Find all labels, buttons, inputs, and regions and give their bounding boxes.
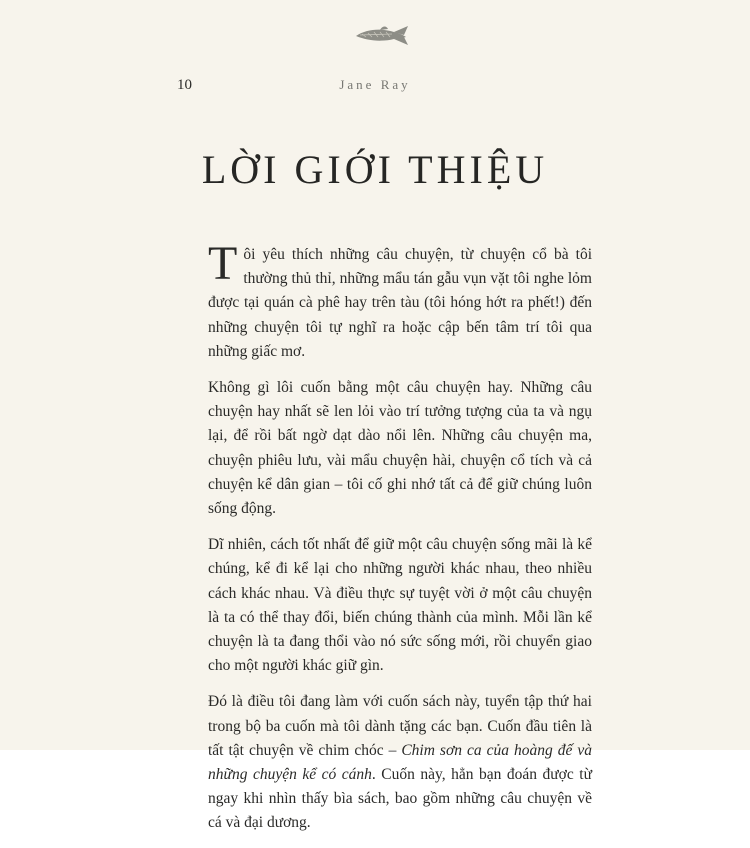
body-text: [208, 237, 592, 848]
paragraph-4-text-b: . Cuốn này, hẳn bạn đoán được từ ngay khi nhìn thấy bìa sách, bao gồm những câu chuyện về cá và đại dương.: [208, 766, 592, 832]
paragraph-2: Không gì lôi cuốn bằng một câu chuyện hay. Những câu chuyện hay nhất sẽ len lỏi vào trí tưởng tượng của ta và ngụ lại, để rồi bất ngờ dạt dào nổi lên. Những câu chuyện ma, chuyện phiêu lưu, vài mẩu chuyện hài, chuyện cổ tích và cả chuyện kể dân gian – tôi cố ghi nhớ tất cả để giữ chúng luôn sống động.: [208, 379, 592, 518]
drop-cap: T: [208, 237, 238, 290]
fish-ornament-icon: [352, 20, 410, 48]
running-head-author: Jane Ray: [339, 77, 411, 92]
page-header: [0, 77, 750, 97]
paragraph-3: Dĩ nhiên, cách tốt nhất để giữ một câu chuyện sống mãi là kể chúng, kể đi kể lại cho những người khác nhau, theo nhiều cách khác nhau. Và điều thực sự tuyệt vời ở một câu chuyện là ta có thể thay đổi, biến chúng thành của mình. Mỗi lần kể chuyện là ta đang thổi vào nó sức sống mới, rồi chuyển giao cho một người khác giữ gìn.: [208, 536, 592, 675]
page-number: 10: [177, 77, 192, 93]
paragraph-4: [208, 690, 592, 835]
paragraph-4-text-a: Đó là điều tôi đang làm với cuốn sách này, tuyển tập thứ hai trong bộ ba cuốn mà tôi dành tặng các bạn. Cuốn đầu tiên là tất tật chuyện về chim chóc –: [208, 693, 592, 759]
chapter-title: LỜI GIỚI THIỆU: [201, 147, 549, 192]
paragraph-1-text: ôi yêu thích những câu chuyện, từ chuyện cổ bà tôi thường thủ thỉ, những mẩu tán gẫu vụn vặt tôi nghe lỏm được tại quán cà phê hay trên tàu (tôi hóng hớt ra phết!) đến những chuyện tôi tự nghĩ ra hoặc cập bến tâm trí tôi qua những giấc mơ.: [208, 246, 592, 360]
book-title-italic: Chim sơn ca của hoàng đế và những chuyện kể có cánh: [208, 741, 592, 784]
paragraph-1: [208, 237, 592, 364]
